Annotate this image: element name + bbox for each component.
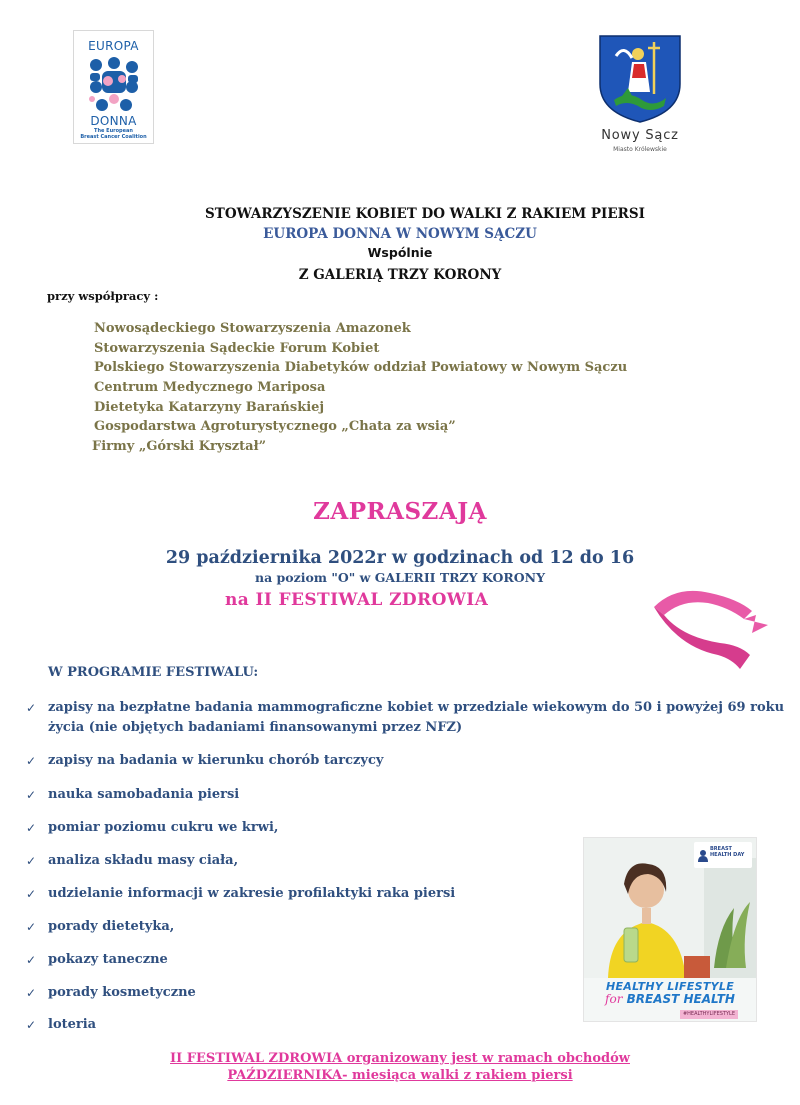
nowy-sacz-name: Nowy Sącz (601, 128, 679, 143)
checkmark-icon: ✓ (26, 754, 37, 768)
europa-donna-people-icon (86, 55, 142, 113)
partner-item: Dietetyka Katarzyny Barańskiej (94, 399, 325, 415)
europa-donna-bottom-text: DONNA (90, 114, 137, 128)
nowy-sacz-subtitle: Miasto Królewskie (613, 146, 667, 153)
footer-note (0, 1050, 800, 1084)
event-location: na poziom "O" w GALERII TRZY KORONY (254, 570, 545, 585)
europa-donna-sub-line1: The European (94, 128, 133, 134)
breast-health-day-icon (696, 848, 710, 862)
promo-headline1: HEALTHY LIFESTYLE (605, 980, 735, 993)
checkmark-icon: ✓ (26, 920, 37, 934)
program-item-text: udzielanie informacji w zakresie profilaktyki raka piersi (48, 886, 456, 901)
promo-headline2-rest: BREAST HEALTH (622, 992, 735, 1006)
org-name-line1: STOWARZYSZENIE KOBIET DO WALKI Z RAKIEM PIERSI (205, 206, 645, 222)
pink-ribbon-icon (648, 585, 770, 671)
together-label: Wspólnie (367, 245, 433, 260)
partner-item: Firmy „Górski Kryształ” (92, 439, 267, 455)
program-item-text: pomiar poziomu cukru we krwi, (48, 820, 279, 835)
program-item (24, 818, 794, 838)
checkmark-icon: ✓ (26, 953, 37, 967)
event-date: 29 października 2022r w godzinach od 12 do 16 (165, 548, 635, 568)
program-item (24, 785, 794, 805)
checkmark-icon: ✓ (26, 821, 37, 835)
partner-item: Centrum Medycznego Mariposa (94, 380, 326, 396)
partner-item: Nowosądeckiego Stowarzyszenia Amazonek (94, 321, 411, 336)
program-item-text: analiza składu masy ciała, (48, 853, 239, 868)
badge-line1: BREAST (710, 846, 732, 852)
breast-health-day-text (710, 846, 744, 858)
program-item-text: pokazy taneczne (48, 952, 168, 967)
program-item-text: zapisy na badania w kierunku chorób tarczycy (48, 753, 384, 768)
program-item-text: nauka samobadania piersi (48, 787, 240, 802)
checkmark-icon: ✓ (26, 887, 37, 901)
europa-donna-top-text: EUROPA (88, 39, 139, 53)
org-name-line2: EUROPA DONNA W NOWYM SĄCZU (263, 226, 537, 242)
program-item-text: zapisy na bezpłatne badania mammograficzne kobiet w przedziale wiekowym do 50 i powyżej 69 roku życia (nie objętych badaniami finansowanymi przez NFZ) (48, 700, 785, 735)
checkmark-icon: ✓ (26, 788, 37, 802)
europa-donna-logo (73, 30, 154, 144)
nowy-sacz-logo (588, 34, 692, 154)
invite-title: ZAPRASZAJĄ (313, 498, 487, 525)
europa-donna-subtitle (74, 128, 153, 140)
breast-health-day-badge (694, 842, 752, 868)
program-item-text: porady kosmetyczne (48, 985, 196, 1000)
partners-list (94, 321, 627, 459)
promo-hashtag: #HEALTHYLIFESTYLE (680, 1010, 738, 1019)
coat-of-arms-icon (594, 34, 686, 124)
healthy-lifestyle-promo (583, 837, 757, 1022)
checkmark-icon: ✓ (26, 1018, 37, 1032)
europa-donna-sub-line2: Breast Cancer Coalition (80, 134, 147, 140)
program-heading: W PROGRAMIE FESTIWALU: (48, 665, 259, 680)
program-item-text: loteria (48, 1017, 97, 1032)
program-item-text: porady dietetyka, (48, 919, 175, 934)
promo-headline2 (584, 992, 756, 1006)
partner-item: Polskiego Stowarzyszenia Diabetyków oddział Powiatowy w Nowym Sączu (94, 360, 628, 376)
checkmark-icon: ✓ (26, 986, 37, 1000)
footer-line1: II FESTIWAL ZDROWIA organizowany jest w ramach obchodów (170, 1051, 630, 1066)
badge-line2: HEALTH DAY (710, 852, 745, 858)
festival-name: na II FESTIWAL ZDROWIA (225, 590, 489, 610)
checkmark-icon: ✓ (26, 701, 37, 715)
promo-for-word: for (605, 992, 623, 1006)
program-item (24, 751, 794, 771)
partner-item: Stowarzyszenia Sądeckie Forum Kobiet (94, 340, 380, 356)
partner-item: Gospodarstwa Agroturystycznego „Chata za wsią” (94, 419, 456, 435)
footer-line2: PAŹDZIERNIKA- miesiąca walki z rakiem piersi (227, 1068, 573, 1083)
gallery-name: Z GALERIĄ TRZY KORONY (298, 267, 502, 283)
program-item (24, 698, 794, 738)
checkmark-icon: ✓ (26, 854, 37, 868)
cooperation-label: przy współpracy : (47, 289, 159, 303)
